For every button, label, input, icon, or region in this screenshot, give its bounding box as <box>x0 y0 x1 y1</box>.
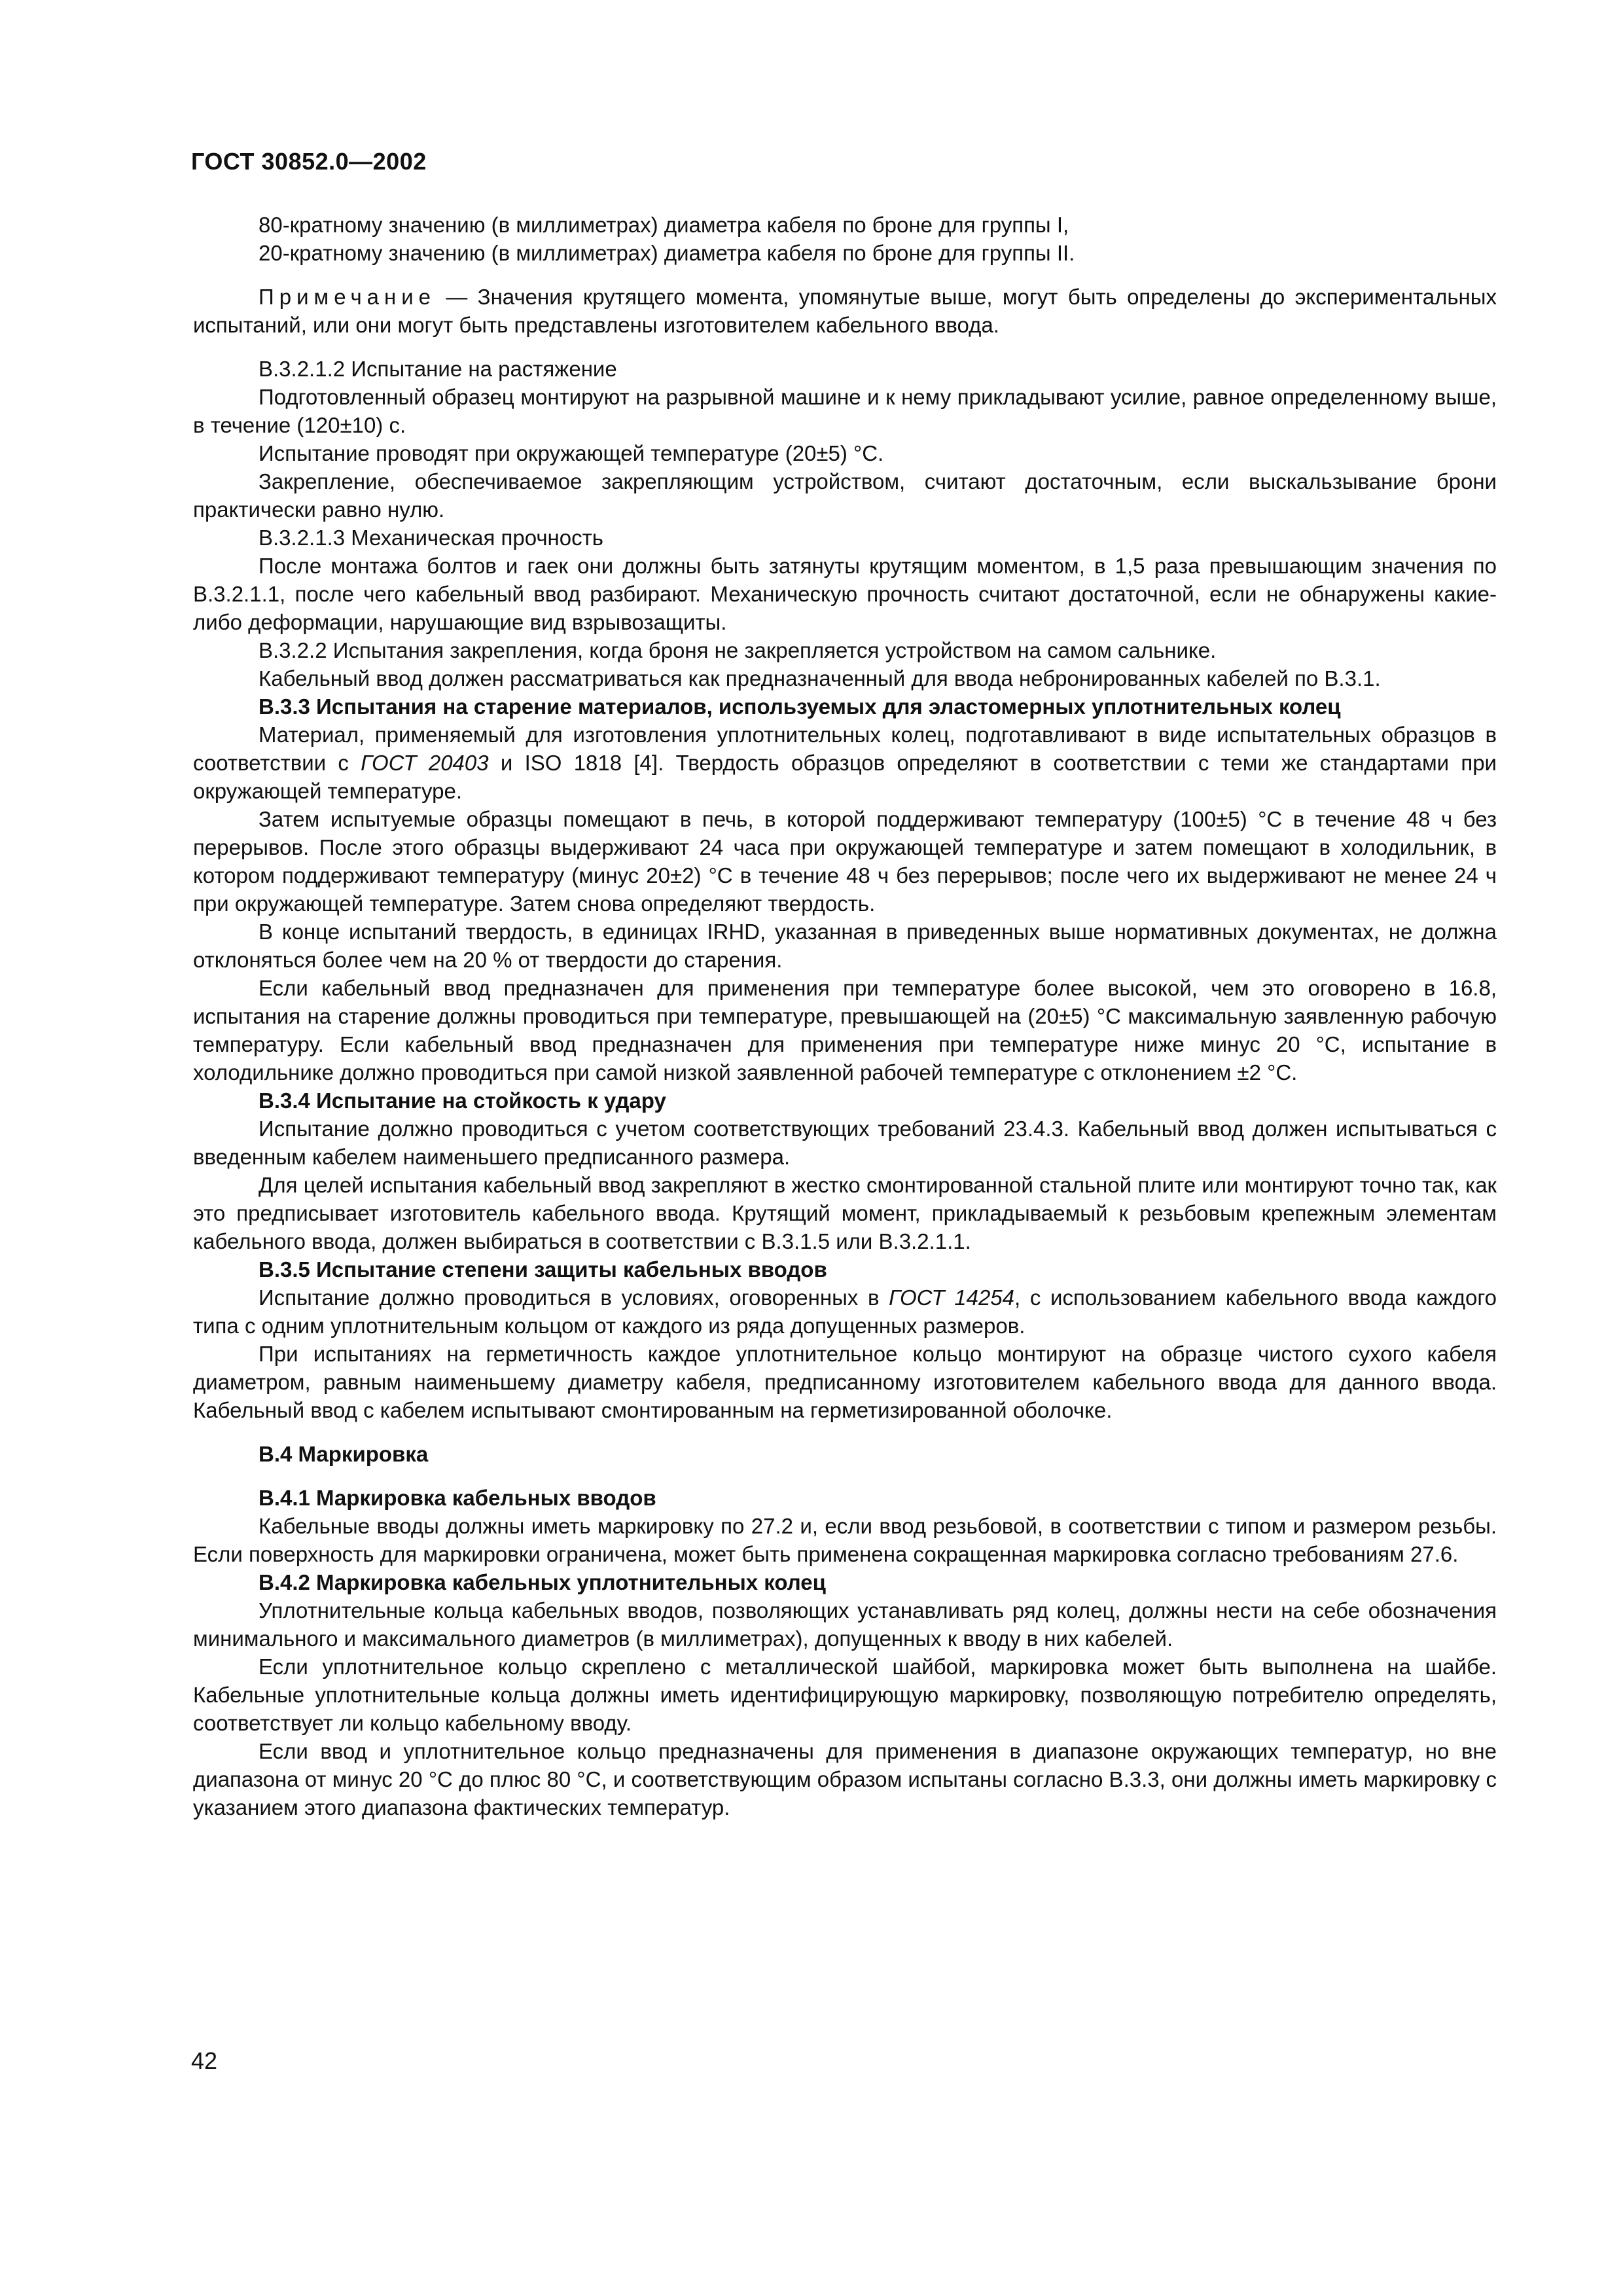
paragraph: 80-кратному значению (в миллиметрах) диаметра кабеля по броне для группы I, <box>259 213 1069 237</box>
paragraph: При испытаниях на герметичность каждое уплотнительное кольцо монтируют на образце чистого сухого кабеля диаметром, равным наименьшему диаметру кабеля, предписанному изготовителем кабельного ввода для данного ввода. Кабельный ввод с кабелем испытывают смонтированным на герметизированной оболочке. <box>193 1342 1497 1422</box>
paragraph: В конце испытаний твердость, в единицах IRHD, указанная в приведенных выше нормативных документах, не должна отклоняться более чем на 20 % от твердости до старения. <box>193 920 1497 972</box>
section-heading-b4: В.4 Маркировка <box>259 1442 429 1466</box>
section-heading-b35: В.3.5 Испытание степени защиты кабельных вводов <box>259 1257 827 1282</box>
paragraph: После монтажа болтов и гаек они должны быть затянуты крутящим моментом, в 1,5 раза превышающим значения по В.3.2.1.1, после чего кабельный ввод разбирают. Механическую прочность считают достаточной, если не обнаружены какие-либо деформации, нарушающие вид взрывозащиты. <box>193 554 1497 634</box>
section-heading-b33: В.3.3 Испытания на старение материалов, используемых для эластомерных уплотнительных колец <box>259 694 1341 719</box>
paragraph: Если уплотнительное кольцо скреплено с металлической шайбой, маркировка может быть выполнена на шайбе. Кабельные уплотнительные кольца должны иметь идентифицирующую маркировку, позволяющую потребителю определять, соответствует ли кольцо кабельному вводу. <box>193 1655 1497 1735</box>
paragraph <box>193 721 1497 805</box>
paragraph: Испытание должно проводиться с учетом соответствующих требований 23.4.3. Кабельный ввод должен испытываться с введенным кабелем наименьшего предписанного размера. <box>193 1117 1497 1169</box>
note-label: Примечание <box>259 285 437 309</box>
standard-reference-link[interactable]: ГОСТ 20403 <box>361 751 489 775</box>
paragraph: Для целей испытания кабельный ввод закрепляют в жестко смонтированной стальной плите или монтируют точно так, как это предписывает изготовитель кабельного ввода. Крутящий момент, прикладываемый к резьбовым крепежным элементам кабельного ввода, должен выбираться в соответствии с В.3.1.5 или В.3.2.1.1. <box>193 1173 1497 1253</box>
section-heading-b34: В.3.4 Испытание на стойкость к удару <box>259 1088 666 1113</box>
paragraph: Кабельный ввод должен рассматриваться как предназначенный для ввода небронированных кабелей по В.3.1. <box>259 666 1381 691</box>
subsection-title: В.3.2.1.3 Механическая прочность <box>259 526 603 550</box>
paragraph: В.3.2.2 Испытания закрепления, когда броня не закрепляется устройством на самом сальнике. <box>259 638 1217 662</box>
text-run: Материал, применяемый для изготовления уплотнительных колец, подготавливают в виде испытательных образцов в соответствии с <box>193 723 1497 775</box>
note-paragraph <box>193 283 1497 339</box>
text-run: Испытание должно проводиться в условиях, оговоренных в <box>259 1285 889 1310</box>
paragraph: Если кабельный ввод предназначен для применения при температуре более высокой, чем это оговорено в 16.8, испытания на старение должны проводиться при температуре, превышающей на (20±5) °С максимальную заявленную рабочую температуру. Если кабельный ввод предназначен для применения при температуре ниже минус 20 °С, испытание в холодильнике должно проводиться при самой низкой заявленной рабочей температуре с отклонением ±2 °С. <box>193 976 1497 1085</box>
text-run: , с использованием кабельного ввода каждого типа с одним уплотнительным кольцом от каждого из ряда допущенных размеров. <box>193 1285 1497 1338</box>
paragraph: Испытание проводят при окружающей температуре (20±5) °С. <box>259 441 884 465</box>
paragraph: Подготовленный образец монтируют на разрывной машине и к нему прикладывают усилие, равное определенному выше, в течение (120±10) с. <box>193 385 1497 437</box>
paragraph <box>193 1283 1497 1340</box>
standard-reference-link[interactable]: ГОСТ 14254 <box>889 1285 1015 1310</box>
paragraph: Закрепление, обеспечиваемое закрепляющим устройством, считают достаточным, если выскальзывание брони практически равно нулю. <box>193 469 1497 522</box>
note-text: — Значения крутящего момента, упомянутые выше, могут быть определены до экспериментальных испытаний, или они могут быть представлены изготовителем кабельного ввода. <box>193 285 1497 337</box>
paragraph: Затем испытуемые образцы помещают в печь, в которой поддерживают температуру (100±5) °С в течение 48 ч без перерывов. После этого образцы выдерживают 24 часа при окружающей температуре и затем помещают в холодильник, в котором поддерживают температуру (минус 20±2) °С в течение 48 ч без перерывов; после чего их выдерживают не менее 24 ч при окружающей температуре. Затем снова определяют твердость. <box>193 807 1497 916</box>
paragraph: 20-кратному значению (в миллиметрах) диаметра кабеля по броне для группы II. <box>259 241 1075 265</box>
paragraph: Кабельные вводы должны иметь маркировку по 27.2 и, если ввод резьбовой, в соответствии с типом и размером резьбы. Если поверхность для маркировки ограничена, может быть применена сокращенная маркировка согласно требованиям 27.6. <box>193 1514 1497 1566</box>
section-heading-b42: В.4.2 Маркировка кабельных уплотнительных колец <box>259 1570 826 1594</box>
section-heading-b41: В.4.1 Маркировка кабельных вводов <box>259 1486 656 1510</box>
paragraph: Уплотнительные кольца кабельных вводов, позволяющих устанавливать ряд колец, должны нести на себе обозначения минимального и максимального диаметров (в миллиметрах), допущенных к вводу в них кабелей. <box>193 1598 1497 1651</box>
document-body <box>193 211 1497 1821</box>
text-run: и ISO 1818 [4]. Твердость образцов определяют в соответствии с теми же стандартами при окружающей температуре. <box>193 751 1497 803</box>
paragraph: Если ввод и уплотнительное кольцо предназначены для применения в диапазоне окружающих температур, но вне диапазона от минус 20 °С до плюс 80 °С, и соответствующим образом испытаны согласно В.3.3, они должны иметь маркировку с указанием этого диапазона фактических температур. <box>193 1739 1497 1820</box>
document-header: ГОСТ 30852.0—2002 <box>191 148 427 175</box>
page-number: 42 <box>191 2047 218 2074</box>
subsection-title: В.3.2.1.2 Испытание на растяжение <box>259 357 617 381</box>
